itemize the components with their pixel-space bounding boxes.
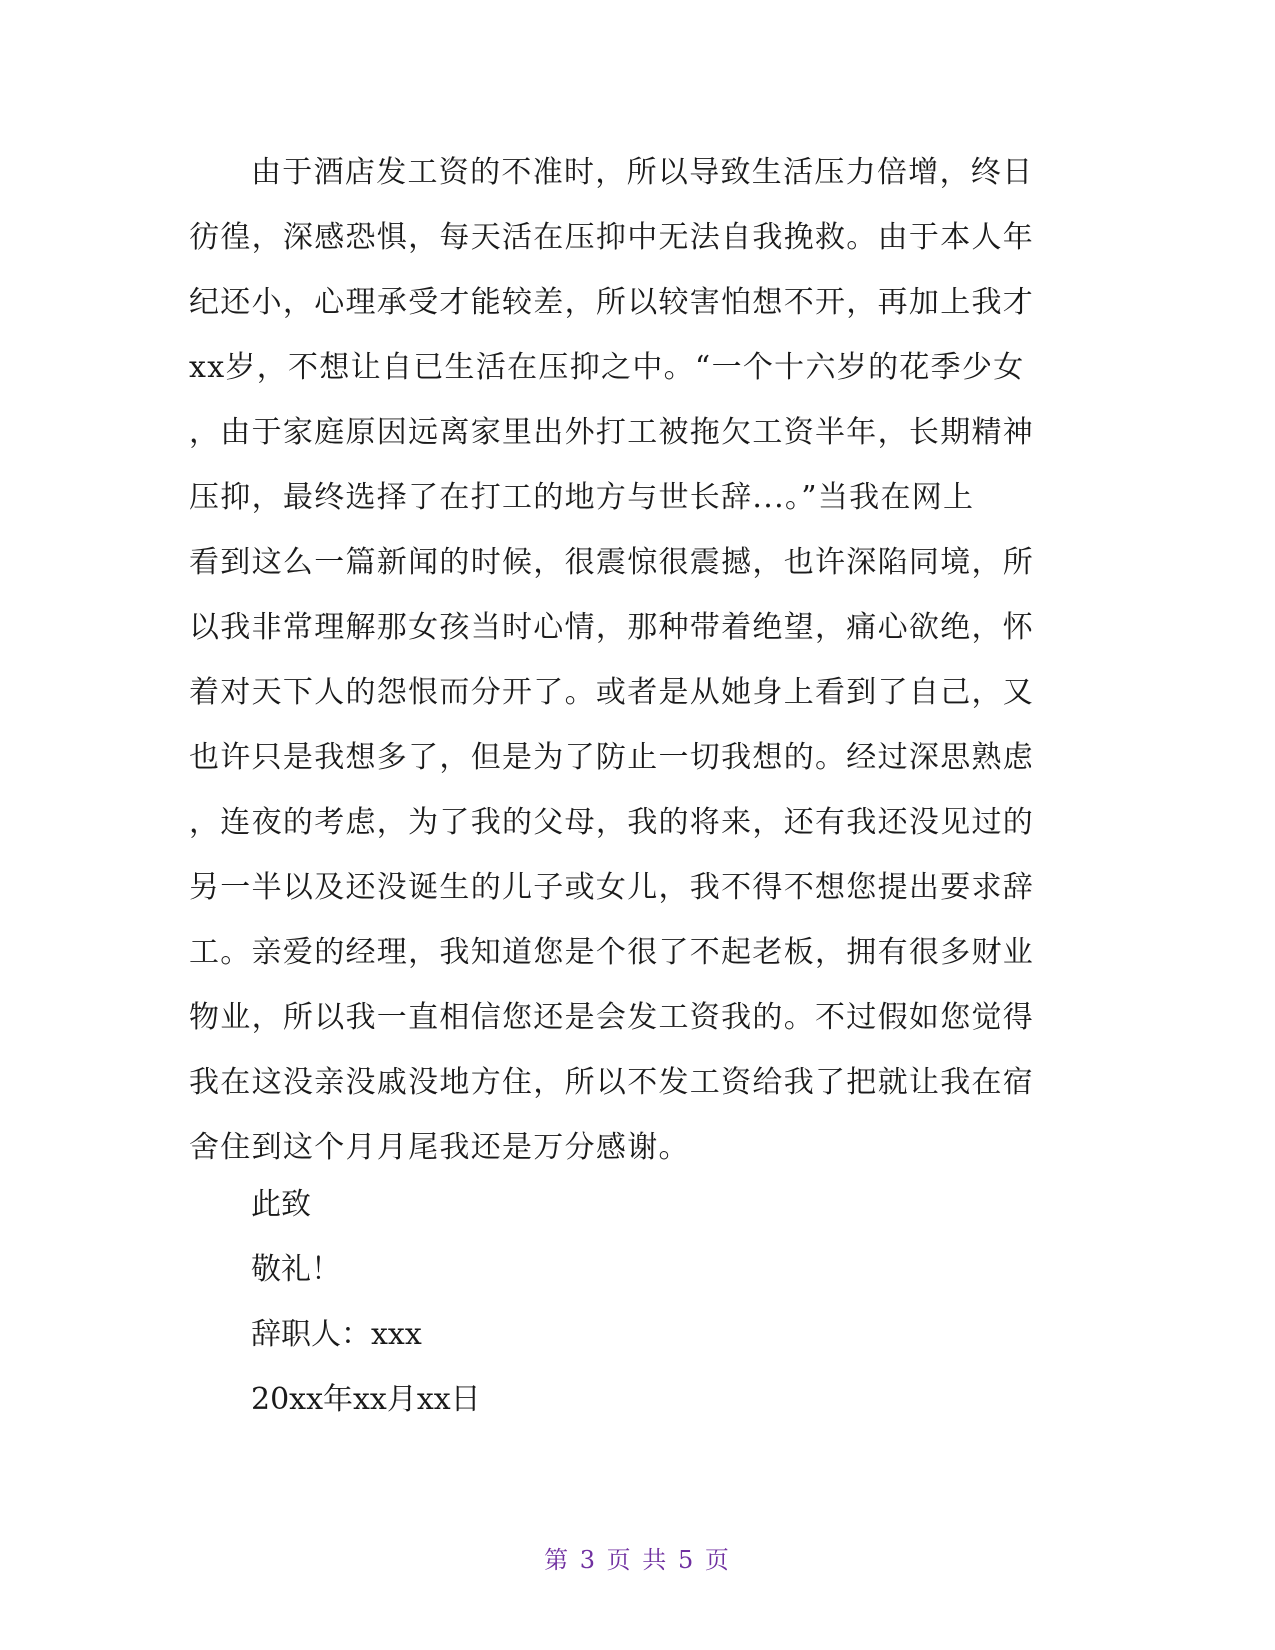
signer-line: 辞职人：xxx <box>251 1317 422 1352</box>
body-line: 由于酒店发工资的不准时，所以导致生活压力倍增，终日 <box>251 155 1034 190</box>
letter-body <box>189 140 1079 1180</box>
body-line: 另一半以及还没诞生的儿子或女儿，我不得不想您提出要求辞 <box>189 870 1035 905</box>
body-line: 物业，所以我一直相信您还是会发工资我的。不过假如您觉得 <box>189 1000 1035 1035</box>
body-line: ，连夜的考虑，为了我的父母，我的将来，还有我还没见过的 <box>189 805 1035 840</box>
body-line: 工。亲爱的经理，我知道您是个很了不起老板，拥有很多财业 <box>189 935 1035 970</box>
body-line: 也许只是我想多了，但是为了防止一切我想的。经过深思熟虑 <box>189 740 1035 775</box>
closing-salutation: 此致 <box>251 1187 311 1222</box>
closing-regards: 敬礼！ <box>251 1252 341 1287</box>
body-line: 以我非常理解那女孩当时心情，那种带着绝望，痛心欲绝，怀 <box>189 610 1035 645</box>
body-line: 压抑，最终选择了在打工的地方与世长辞...。”当我在网上 <box>189 480 975 515</box>
date-line: 20xx年xx月xx日 <box>251 1382 481 1417</box>
body-line: 舍住到这个月月尾我还是万分感谢。 <box>189 1130 690 1165</box>
letter-closing <box>251 1172 481 1432</box>
body-line: ，由于家庭原因远离家里出外打工被拖欠工资半年，长期精神 <box>189 415 1035 450</box>
page-number-footer: 第 3 页 共 5 页 <box>544 1546 731 1574</box>
body-line: 纪还小，心理承受才能较差，所以较害怕想不开，再加上我才 <box>189 285 1035 320</box>
body-line: 看到这么一篇新闻的时候，很震惊很震撼，也许深陷同境，所 <box>189 545 1035 580</box>
body-line: 着对天下人的怨恨而分开了。或者是从她身上看到了自己，又 <box>189 675 1035 710</box>
body-line: xx岁，不想让自已生活在压抑之中。“一个十六岁的花季少女 <box>189 350 1025 385</box>
body-line: 彷徨，深感恐惧，每天活在压抑中无法自我挽救。由于本人年 <box>189 220 1035 255</box>
body-line: 我在这没亲没戚没地方住，所以不发工资给我了把就让我在宿 <box>189 1065 1035 1100</box>
